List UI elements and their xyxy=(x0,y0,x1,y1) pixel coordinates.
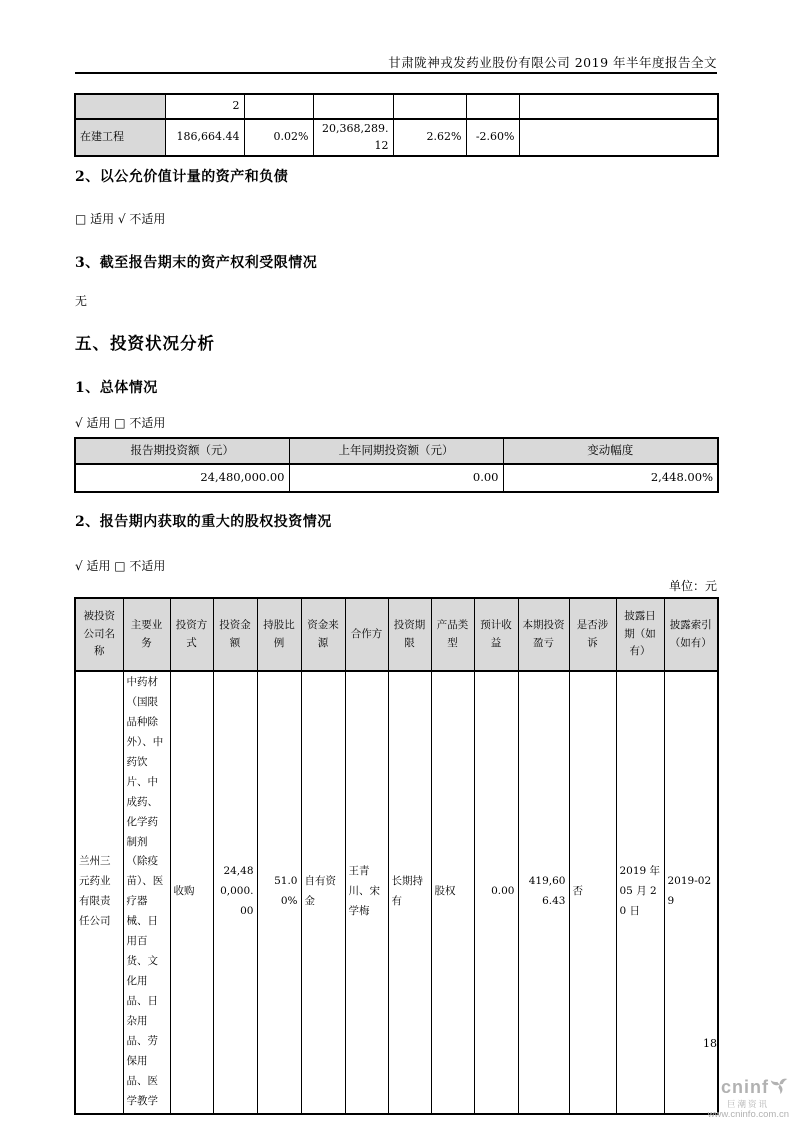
cninfo-url: www.cninfo.com.cn xyxy=(707,1109,789,1121)
table-cell: 收购 xyxy=(170,671,213,1114)
section-title-fair-value: 2、以公允价值计量的资产和负债 xyxy=(75,169,289,185)
table-header-cell: 披露日期（如有） xyxy=(616,598,664,671)
cninfo-chinese-name: 巨潮资讯 xyxy=(726,1099,769,1109)
table-header-cell: 变动幅度 xyxy=(503,438,718,464)
applicability-note: √ 适用 □ 不适用 xyxy=(75,416,166,430)
table-cell: 24,480,000.00 xyxy=(75,464,289,492)
table-cell: 否 xyxy=(569,671,616,1114)
table-header-cell: 本期投资盈亏 xyxy=(518,598,569,671)
table-header-cell: 主要业务 xyxy=(123,598,170,671)
table-header-cell: 资金来源 xyxy=(301,598,345,671)
table-cell xyxy=(519,94,718,119)
table-header-cell: 报告期投资额（元） xyxy=(75,438,289,464)
table-header-cell: 预计收益 xyxy=(474,598,518,671)
table-header-row xyxy=(75,438,718,464)
table-cell: 兰州三元药业有限责任公司 xyxy=(75,671,123,1114)
applicability-note: □ 适用 √ 不适用 xyxy=(75,212,166,226)
page-header-title: 甘肃陇神戎发药业股份有限公司 2019 年半年度报告全文 xyxy=(388,55,717,70)
table-header-cell: 是否涉诉 xyxy=(569,598,616,671)
table-header-cell: 披露索引（如有） xyxy=(664,598,718,671)
table-cell: 0.00 xyxy=(289,464,503,492)
table-header-cell: 投资期限 xyxy=(388,598,431,671)
table-cell: 419,606.43 xyxy=(518,671,569,1114)
table-cell: 20,368,289.12 xyxy=(313,119,393,156)
table-cell xyxy=(519,119,718,156)
table-cell: -2.60% xyxy=(466,119,519,156)
section-title-overall: 1、总体情况 xyxy=(75,380,158,396)
table-cell: 长期持有 xyxy=(388,671,431,1114)
header-divider xyxy=(75,72,717,74)
table-cell: 2019-029 xyxy=(664,671,718,1114)
table-cell: 在建工程 xyxy=(75,119,165,156)
table-header-row xyxy=(75,598,718,671)
table-header-cell: 合作方 xyxy=(345,598,388,671)
table-cell: 王青川、宋学梅 xyxy=(345,671,388,1114)
applicability-note: √ 适用 □ 不适用 xyxy=(75,559,166,573)
table-cell xyxy=(75,94,165,119)
table-header-cell: 持股比例 xyxy=(257,598,301,671)
section-value-none: 无 xyxy=(75,294,88,308)
section-title-equity-investment: 2、报告期内获取的重大的股权投资情况 xyxy=(75,514,332,530)
asset-changes-table xyxy=(74,93,719,157)
table-header-cell: 上年同期投资额（元） xyxy=(289,438,503,464)
table-header-cell: 产品类型 xyxy=(431,598,474,671)
table-header-cell: 投资金额 xyxy=(213,598,257,671)
table-cell: 股权 xyxy=(431,671,474,1114)
cninfo-brand-text: cninf xyxy=(721,1077,769,1097)
cninfo-swirl-icon xyxy=(770,1075,789,1099)
table-cell xyxy=(466,94,519,119)
table-header-cell: 投资方式 xyxy=(170,598,213,671)
table-cell xyxy=(313,94,393,119)
table-cell xyxy=(244,94,313,119)
table-cell: 2 xyxy=(165,94,244,119)
section-title-restricted-rights: 3、截至报告期末的资产权利受限情况 xyxy=(75,255,318,271)
table-cell xyxy=(393,94,466,119)
cninfo-logo xyxy=(708,1075,789,1121)
table-cell: 0.02% xyxy=(244,119,313,156)
table-cell: 2,448.00% xyxy=(503,464,718,492)
table-cell: 中药材（国限品种除外）、中药饮片、中成药、化学药制剂（除疫苗）、医疗器械、日用百货、文化用品、日杂用品、劳保用品、医学教学 xyxy=(123,671,170,1114)
table-cell: 自有资金 xyxy=(301,671,345,1114)
table-cell: 51.00% xyxy=(257,671,301,1114)
page-number: 18 xyxy=(703,1037,717,1050)
unit-label: 单位：元 xyxy=(668,579,717,593)
table-row xyxy=(75,464,718,492)
table-cell: 0.00 xyxy=(474,671,518,1114)
overall-investment-table xyxy=(74,437,719,493)
table-cell: 2.62% xyxy=(393,119,466,156)
table-cell: 2019 年 05 月 20 日 xyxy=(616,671,664,1114)
chapter-title-investment: 五、投资状况分析 xyxy=(75,334,215,353)
table-cell: 24,480,000.00 xyxy=(213,671,257,1114)
table-row xyxy=(75,94,718,119)
table-row xyxy=(75,119,718,156)
table-header-cell: 被投资公司名称 xyxy=(75,598,123,671)
table-cell: 186,664.44 xyxy=(165,119,244,156)
